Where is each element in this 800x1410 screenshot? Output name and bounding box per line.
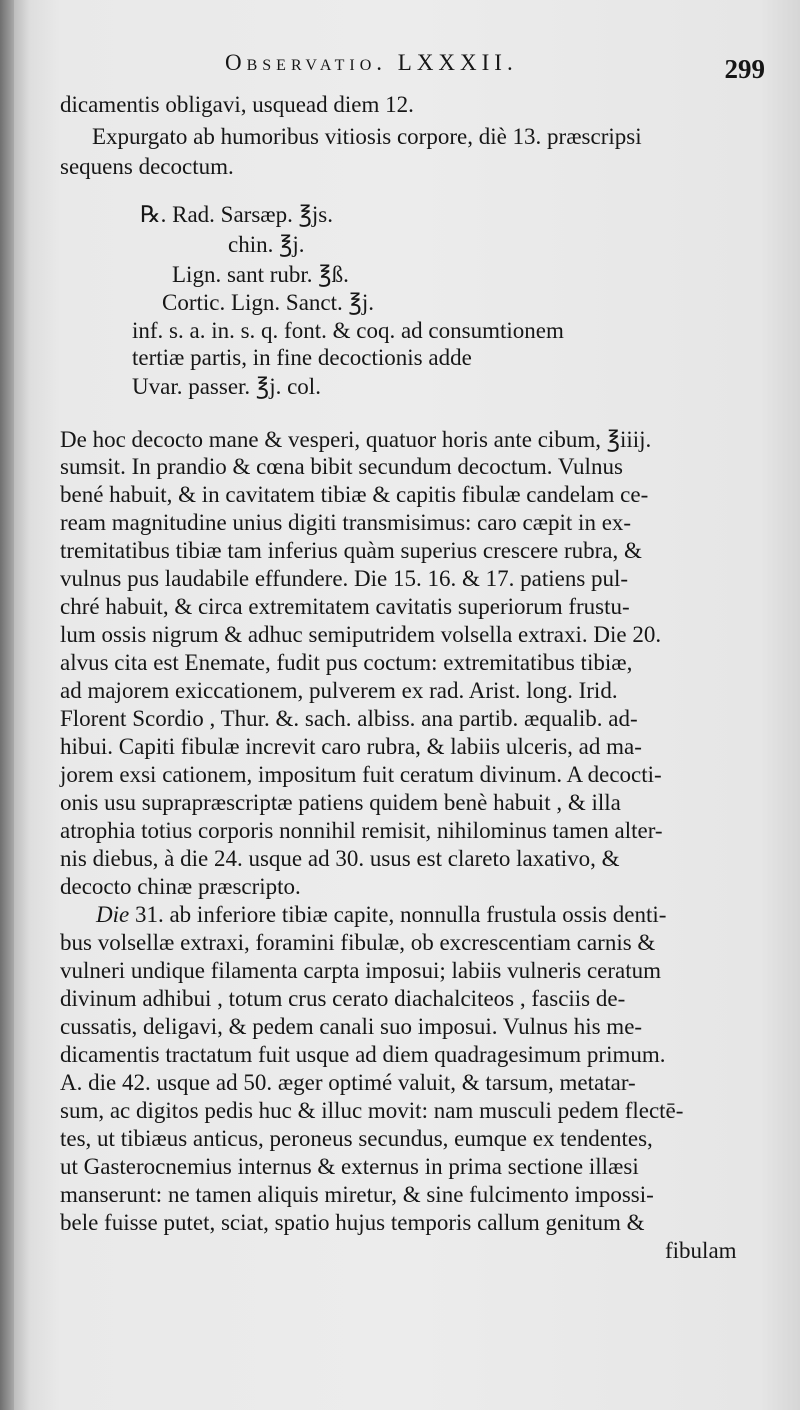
text-line: bele fuisse putet, sciat, spatio hujus temporis callum genitum &	[60, 1210, 645, 1235]
text-line: A. die 42. usque ad 50. æger optimé valuit, & tarsum, metatar-	[60, 1070, 636, 1095]
text-line: vulnus pus laudabile effundere. Die 15. 16. & 17. patiens pul-	[60, 566, 629, 591]
text-line: tremitatibus tibiæ tam inferius quàm superius crescere rubra, &	[60, 538, 642, 563]
prescription-line: Lign. sant rubr. ℥ß.	[172, 262, 349, 287]
page-number: 299	[724, 54, 765, 84]
prescription-line: ℞. Rad. Sarsæp. ℥js.	[140, 202, 333, 227]
text-line: jorem exsi cationem, impositum fuit ceratum divinum. A decocti-	[60, 762, 662, 787]
text-line: sequens decoctum.	[60, 154, 234, 179]
prescription-line: inf. s. a. in. s. q. font. & coq. ad consumtionem	[132, 318, 564, 343]
text-line: decocto chinæ præscripto.	[60, 874, 301, 899]
text-line: sum, ac digitos pedis huc & illuc movit: nam musculi pedem flectē-	[60, 1098, 684, 1123]
text-line: onis usu suprapræscriptæ patiens quidem benè habuit , & illa	[60, 790, 621, 815]
text-line: Expurgato ab humoribus vitiosis corpore, diè 13. præscripsi	[92, 124, 642, 149]
text-line: divinum adhibui , totum crus cerato diachalciteos , fasciis de-	[60, 986, 626, 1011]
text-line: dicamentis tractatum fuit usque ad diem quadragesimum primum.	[60, 1042, 666, 1067]
text-line: Florent Scordio , Thur. &. sach. albiss. ana partib. æqualib. ad-	[60, 706, 638, 731]
catchword: fibulam	[665, 1238, 737, 1263]
page-gutter-shadow	[0, 0, 14, 1410]
italic-word: Die	[96, 902, 130, 927]
text-line: lum ossis nigrum & adhuc semiputridem volsella extraxi. Die 20.	[60, 622, 662, 647]
text-line: hibui. Capiti fibulæ increvit caro rubra, & labiis ulceris, ad ma-	[60, 734, 642, 759]
text-line: dicamentis obligavi, usquead diem 12.	[60, 92, 414, 117]
text-line: alvus cita est Enemate, fudit pus coctum: extremitatibus tibiæ,	[60, 650, 633, 675]
text-line: vulneri undique filamenta carpta imposui; labiis vulneris ceratum	[60, 958, 662, 983]
page-header	[225, 50, 765, 84]
text-line	[96, 900, 666, 930]
text-line: De hoc decocto mane & vesperi, quatuor horis ante cibum, ℥iiij.	[60, 427, 652, 452]
running-head: Observatio. LXXXII.	[225, 50, 518, 75]
prescription-line: chin. ℥j.	[228, 232, 305, 257]
text-line: tes, ut tibiæus anticus, peroneus secundus, eumque ex tendentes,	[60, 1126, 653, 1151]
prescription-line: tertiæ partis, in fine decoctionis adde	[132, 345, 472, 370]
text-line: ut Gasterocnemius internus & externus in prima sectione illæsi	[60, 1154, 639, 1179]
text-line: sumsit. In prandio & cœna bibit secundum decoctum. Vulnus	[60, 454, 623, 479]
text-line: bus volsellæ extraxi, foramini fibulæ, ob excrescentiam carnis &	[60, 930, 656, 955]
prescription-line: Cortic. Lign. Sanct. ℥j.	[162, 290, 374, 315]
text-line: ream magnitudine unius digiti transmisimus: caro cæpit in ex-	[60, 510, 632, 535]
text-line: cussatis, deligavi, & pedem canali suo imposui. Vulnus his me-	[60, 1014, 643, 1039]
text-line: chré habuit, & circa extremitatem cavitatis superiorum frustu-	[60, 594, 630, 619]
text-line: nis diebus, à die 24. usque ad 30. usus est clareto laxativo, &	[60, 846, 620, 871]
text-line: manserunt: ne tamen aliquis miretur, & sine fulcimento impossi-	[60, 1182, 654, 1207]
text-line: bené habuit, & in cavitatem tibiæ & capitis fibulæ candelam ce-	[60, 482, 649, 507]
text-span: 31. ab inferiore tibiæ capite, nonnulla frustula ossis denti-	[134, 902, 667, 927]
text-line: ad majorem exiccationem, pulverem ex rad. Arist. long. Irid.	[60, 678, 618, 703]
text-line: atrophia totius corporis nonnihil remisit, nihilominus tamen alter-	[60, 818, 663, 843]
prescription-line: Uvar. passer. ℥j. col.	[132, 374, 321, 399]
